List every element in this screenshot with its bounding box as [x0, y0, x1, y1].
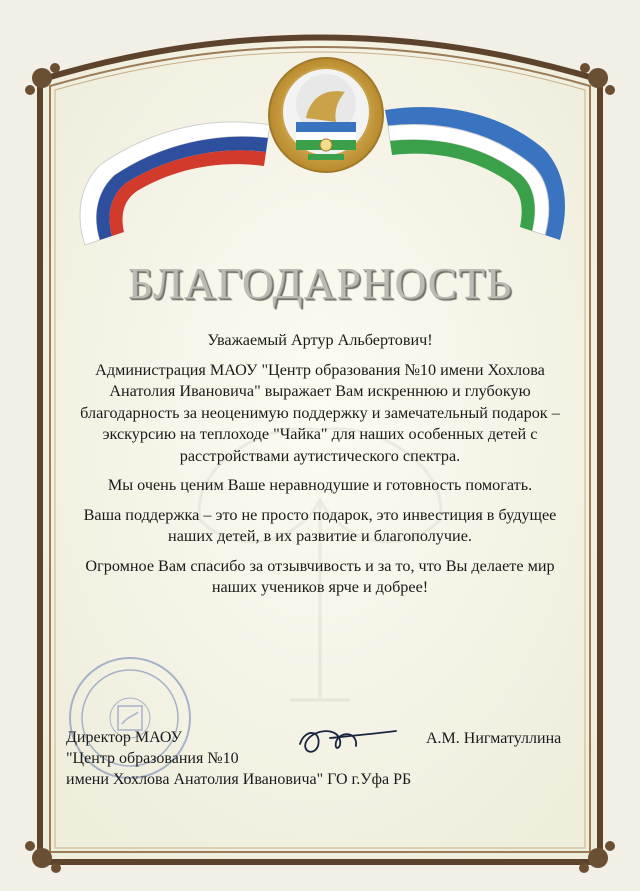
paragraph-2: Мы очень ценим Ваше неравнодушие и готовность помогать. — [107, 476, 533, 494]
letter-body — [70, 330, 570, 607]
position-line-1: Директор МАОУ — [66, 729, 182, 746]
bashkortostan-emblem-icon — [269, 58, 383, 172]
position-line-3: имени Хохлова Анатолия Ивановича" ГО г.Уфа РБ — [66, 771, 412, 788]
paragraph-4: Огромное Вам спасибо за отзывчивость и за то, что Вы делаете мир наших учеников ярче и добрее! — [85, 556, 555, 596]
greeting: Уважаемый Артур Альбертович! — [207, 331, 433, 349]
position-line-2: "Центр образования №10 — [66, 750, 239, 767]
paragraph-3: Ваша поддержка – это не просто подарок, это инвестиция в будущее наших детей, в их развитие и благополучие. — [83, 505, 557, 545]
signatory-name: А.М. Нигматуллина — [426, 730, 562, 747]
paragraph-1: Администрация МАОУ "Центр образования №10 имени Хохлова Анатолия Ивановича" выражает Вам искреннюю и глубокую благодарность за неоценимую поддержку и замечательный подарок – экскурсию на теплоходе "Чайка" для наших особенных детей с расстройствами аутистического спектра. — [80, 360, 560, 465]
signatory-position — [66, 727, 411, 790]
document-title: БЛАГОДАРНОСТЬ — [127, 259, 513, 308]
